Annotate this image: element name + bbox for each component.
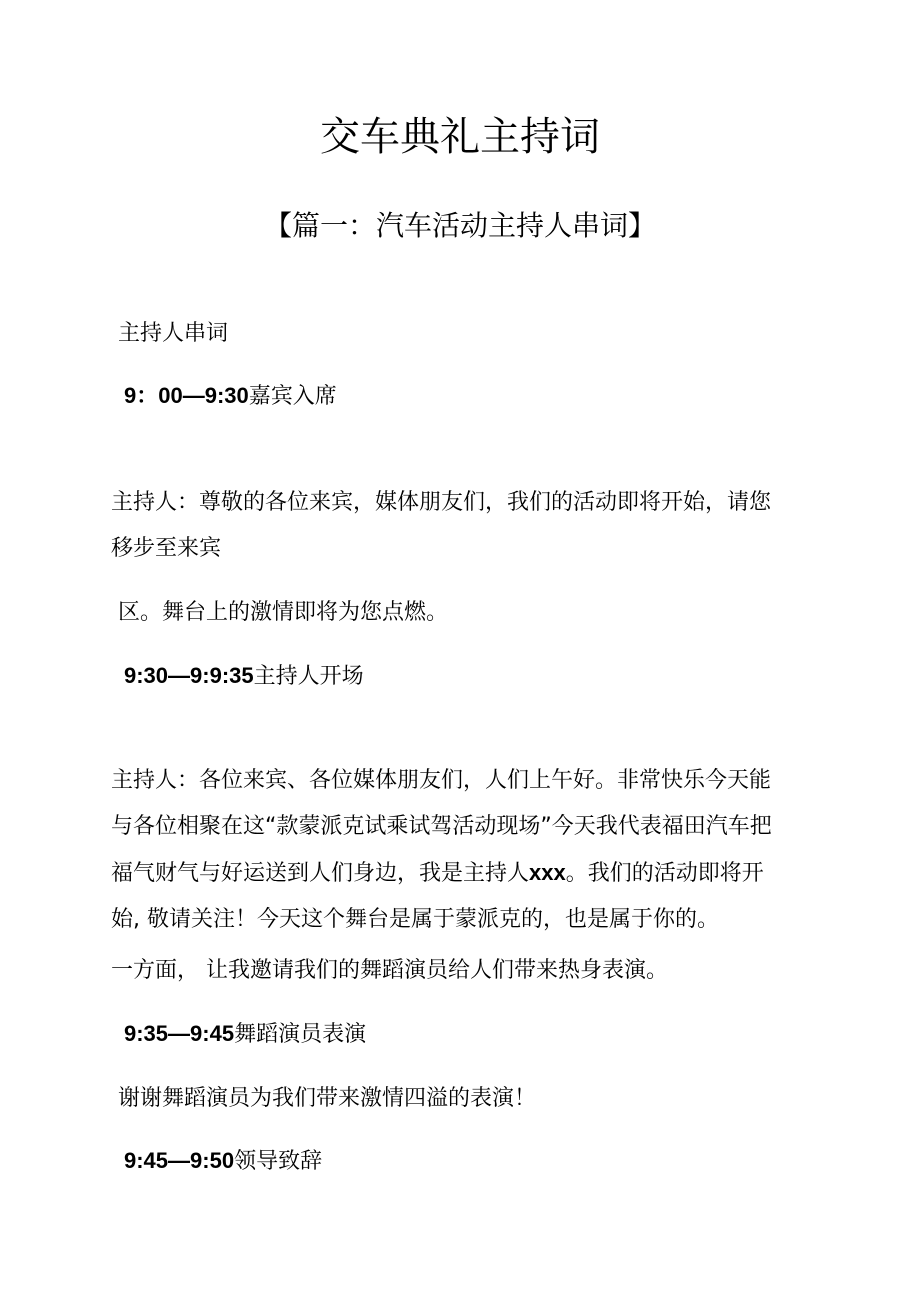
- schedule-label: 舞蹈演员表演: [234, 1022, 367, 1047]
- page-subtitle: 【篇一：汽车活动主持人串词】: [263, 209, 656, 242]
- paragraph-1: [111, 480, 811, 572]
- schedule-time: 9：00—9:30: [124, 383, 249, 408]
- paragraph-line: 移步至来宾: [111, 536, 222, 561]
- schedule-label: 嘉宾入席: [248, 384, 337, 409]
- paragraph-line: [111, 850, 811, 897]
- section-heading: 主持人串词: [118, 321, 229, 346]
- paragraph-1-continuation: 区。舞台上的激情即将为您点燃。: [118, 600, 449, 625]
- schedule-time: 9:35—9:45: [124, 1021, 235, 1046]
- schedule-item-4: [124, 1145, 322, 1178]
- paragraph-line: 主持人：各位来宾、各位媒体朋友们，人们上午好。非常快乐今天能: [111, 768, 772, 793]
- schedule-item-1: [124, 380, 337, 413]
- schedule-label: 领导致辞: [234, 1149, 323, 1174]
- paragraph-line: 主持人：尊敬的各位来宾，媒体朋友们，我们的活动即将开始，请您: [111, 490, 772, 515]
- paragraph-text: 福气财气与好运送到人们身边，我是主持人: [111, 861, 530, 886]
- schedule-time: 9:45—9:50: [124, 1148, 235, 1173]
- page-title: 交车典礼主持词: [320, 114, 600, 160]
- schedule-label: 主持人开场: [253, 664, 364, 689]
- paragraph-line: 始, 敬请关注！今天这个舞台是属于蒙派克的，也是属于你的。: [111, 907, 719, 932]
- schedule-item-2: [124, 660, 364, 693]
- host-name-placeholder: xxx: [529, 860, 566, 885]
- schedule-item-3: [124, 1018, 366, 1051]
- paragraph-2: [111, 758, 811, 943]
- paragraph-2-last-line: 一方面， 让我邀请我们的舞蹈演员给人们带来热身表演。: [111, 958, 668, 983]
- paragraph-line: 与各位相聚在这“款蒙派克试乘试驾活动现场”今天我代表福田汽车把: [111, 814, 772, 839]
- paragraph-3: 谢谢舞蹈演员为我们带来激情四溢的表演！: [118, 1086, 537, 1111]
- paragraph-text: 。我们的活动即将开: [565, 861, 764, 886]
- schedule-time: 9:30—9:9:35: [124, 663, 254, 688]
